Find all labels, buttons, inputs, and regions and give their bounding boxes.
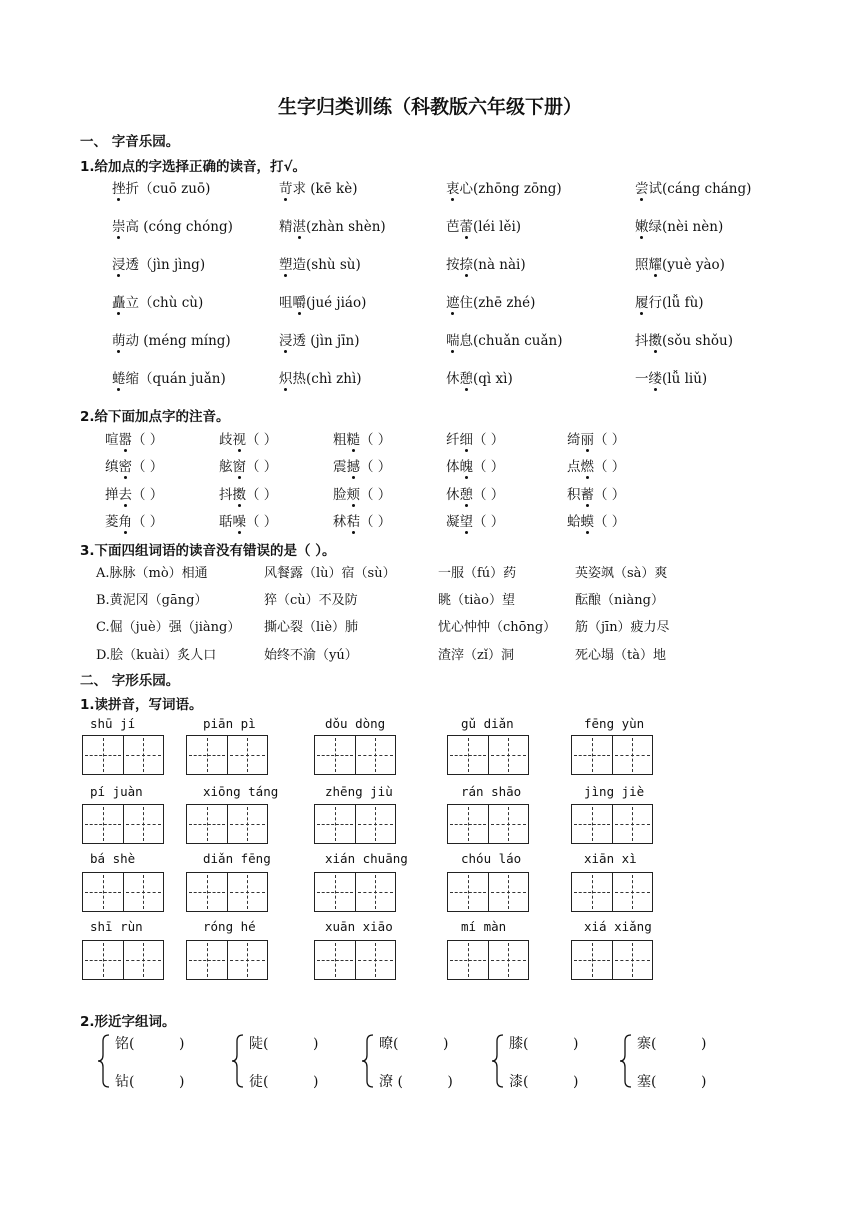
tian-zi-box[interactable]: [82, 940, 164, 980]
tian-zi-cell[interactable]: [355, 941, 396, 979]
answer-blank[interactable]: （ ）: [132, 432, 164, 448]
reading-choice-item: [446, 291, 535, 311]
reading-choice-item: [279, 329, 360, 349]
option-text: 死心塌（tà）地: [575, 648, 666, 663]
tian-zi-cell[interactable]: [572, 736, 612, 774]
reading-options[interactable]: (lǚ liǔ): [662, 371, 708, 387]
annotation-item: [446, 483, 504, 503]
annotation-item: [219, 455, 277, 475]
word-formation-blank[interactable]: 徒( ): [249, 1074, 319, 1090]
question-1-2-label: 2.给下面加点字的注音。: [80, 409, 230, 425]
reading-choice-item: [635, 215, 723, 235]
reading-choice-item: [279, 291, 366, 311]
reading-choice-item: [446, 253, 526, 273]
annotation-item: [567, 483, 625, 503]
dotted-char: 角: [119, 510, 133, 530]
plain-char: 脸: [333, 487, 347, 503]
option-text: 风餐露（lù）宿（sù）: [264, 566, 396, 581]
plain-char: 点: [567, 459, 581, 475]
pinyin-prompt: diǎn fēng: [203, 851, 271, 866]
option-text[interactable]: B.黄泥冈（gāng）: [96, 593, 208, 608]
tian-zi-box[interactable]: [186, 872, 268, 912]
dotted-char: 擞: [233, 483, 247, 503]
annotation-item: [567, 510, 625, 530]
answer-blank[interactable]: （ ）: [594, 432, 626, 448]
tian-zi-cell[interactable]: [355, 805, 396, 843]
plain-char: 纤: [446, 432, 460, 448]
tian-zi-cell[interactable]: [572, 873, 612, 911]
tian-zi-cell[interactable]: [123, 736, 164, 774]
tian-zi-cell[interactable]: [448, 941, 488, 979]
reading-options[interactable]: 试(cáng cháng): [648, 181, 752, 197]
pinyin-prompt: shī rùn: [90, 919, 143, 934]
word-formation-blank[interactable]: 潦 ( ): [379, 1074, 453, 1090]
pinyin-prompt: dǒu dòng: [325, 716, 386, 731]
answer-blank[interactable]: （ ）: [246, 459, 278, 475]
reading-options[interactable]: 息(chuǎn cuǎn): [459, 333, 563, 349]
brace-icon: [361, 1033, 375, 1089]
dotted-char: 萌: [112, 329, 126, 349]
dotted-char: 塑: [279, 253, 293, 273]
plain-char: 缜: [105, 459, 119, 475]
reading-options[interactable]: (sǒu shǒu): [662, 333, 734, 349]
dotted-char: 浸: [279, 329, 293, 349]
plain-char: 芭: [446, 219, 460, 235]
tian-zi-cell[interactable]: [227, 736, 268, 774]
answer-blank[interactable]: （ ）: [360, 514, 392, 530]
option-text: 猝（cù）不及防: [264, 593, 358, 608]
option-text: 眺（tiào）望: [438, 593, 515, 608]
dotted-char: 憩: [460, 367, 474, 387]
option-text: 一服（fú）药: [438, 566, 517, 581]
dotted-char: 遮: [446, 291, 460, 311]
tian-zi-box[interactable]: [571, 872, 653, 912]
reading-choice-item: [112, 367, 226, 387]
dotted-char: 蓄: [581, 483, 595, 503]
pinyin-prompt: bá shè: [90, 851, 136, 866]
reading-choice-item: [446, 215, 521, 235]
tian-zi-box[interactable]: [447, 735, 529, 775]
reading-choice-item: [635, 329, 733, 349]
tian-zi-box[interactable]: [447, 940, 529, 980]
pinyin-prompt: xián chuāng: [325, 851, 408, 866]
tian-zi-cell[interactable]: [612, 941, 653, 979]
dotted-char: 蟆: [581, 510, 595, 530]
dotted-char: 丽: [581, 428, 595, 448]
option-text[interactable]: D.脍（kuài）炙人口: [96, 648, 217, 663]
dotted-char: 憩: [460, 483, 474, 503]
word-formation-blank[interactable]: 铭( ): [115, 1036, 185, 1052]
dotted-char: 糙: [347, 428, 361, 448]
tian-zi-box[interactable]: [82, 804, 164, 844]
plain-char: 抖: [219, 487, 233, 503]
tian-zi-cell[interactable]: [123, 805, 164, 843]
reading-options[interactable]: (jué jiáo): [306, 295, 367, 311]
reading-options[interactable]: 造(shù sù): [292, 257, 361, 273]
tian-zi-cell[interactable]: [448, 873, 488, 911]
brace-group: [619, 1033, 744, 1089]
tian-zi-cell[interactable]: [187, 805, 227, 843]
dotted-char: 尝: [635, 177, 649, 197]
brace-group: [97, 1033, 222, 1089]
dotted-char: 密: [119, 455, 133, 475]
option-text: 忧心忡忡（chōng）: [438, 620, 557, 635]
annotation-item: [219, 483, 277, 503]
tian-zi-box[interactable]: [314, 940, 396, 980]
question-1-3-label: 3.下面四组词语的读音没有错误的是（ ）。: [80, 543, 336, 559]
reading-options[interactable]: 透 (jìn jīn): [292, 333, 360, 349]
option-text[interactable]: C.倔（juè）强（jiàng）: [96, 620, 241, 635]
tian-zi-box[interactable]: [314, 735, 396, 775]
answer-blank[interactable]: （ ）: [473, 514, 505, 530]
dotted-char: 履: [635, 291, 649, 311]
tian-zi-cell[interactable]: [612, 736, 653, 774]
reading-choice-item: [112, 215, 233, 235]
dotted-char: 视: [233, 428, 247, 448]
reading-options[interactable]: 立（chù cù): [125, 295, 204, 311]
answer-blank[interactable]: （ ）: [246, 432, 278, 448]
plain-char: 休: [446, 487, 460, 503]
annotation-item: [219, 510, 277, 530]
answer-blank[interactable]: （ ）: [360, 487, 392, 503]
plain-char: 喧: [105, 432, 119, 448]
plain-char: 歧: [219, 432, 233, 448]
annotation-item: [567, 455, 625, 475]
answer-blank[interactable]: （ ）: [360, 432, 392, 448]
tian-zi-cell[interactable]: [488, 805, 529, 843]
tian-zi-cell[interactable]: [315, 805, 355, 843]
dotted-char: 细: [460, 428, 474, 448]
annotation-item: [105, 483, 163, 503]
tian-zi-cell[interactable]: [315, 941, 355, 979]
dotted-char: 矗: [112, 291, 126, 311]
annotation-item: [105, 428, 163, 448]
tian-zi-cell[interactable]: [448, 736, 488, 774]
plain-char: 凝: [446, 514, 460, 530]
dotted-char: 崇: [112, 215, 126, 235]
option-text: 渣滓（zǐ）洞: [438, 648, 515, 663]
tian-zi-box[interactable]: [571, 940, 653, 980]
question-1-1-label: 1.给加点的字选择正确的读音，打√。: [80, 159, 307, 175]
tian-zi-cell[interactable]: [355, 736, 396, 774]
pinyin-prompt: zhēng jiù: [325, 784, 393, 799]
plain-char: 绮: [567, 432, 581, 448]
reading-options[interactable]: (léi lěi): [473, 219, 522, 235]
word-formation-blank[interactable]: 钻( ): [115, 1074, 185, 1090]
dotted-char: 湛: [293, 215, 307, 235]
tian-zi-box[interactable]: [447, 872, 529, 912]
pinyin-prompt: chóu láo: [461, 851, 522, 866]
tian-zi-cell[interactable]: [488, 873, 529, 911]
annotation-item: [446, 455, 504, 475]
tian-zi-cell[interactable]: [488, 736, 529, 774]
reading-options[interactable]: 折（cuō zuō): [125, 181, 211, 197]
tian-zi-cell[interactable]: [83, 873, 123, 911]
pinyin-prompt: xuān xiāo: [325, 919, 393, 934]
option-text: 酝酿（niàng）: [575, 593, 664, 608]
reading-options[interactable]: (qì xì): [473, 371, 513, 387]
reading-choice-item: [635, 291, 704, 311]
dotted-char: 去: [119, 483, 133, 503]
tian-zi-box[interactable]: [314, 872, 396, 912]
brace-icon: [231, 1033, 245, 1089]
plain-char: 一: [635, 371, 649, 387]
reading-options[interactable]: 心(zhōng zōng): [459, 181, 562, 197]
tian-zi-cell[interactable]: [227, 805, 268, 843]
page-title: 生字归类训练（科教版六年级下册）: [277, 96, 582, 118]
reading-choice-item: [635, 177, 751, 197]
pinyin-prompt: xiān xì: [584, 851, 637, 866]
plain-char: 聒: [219, 514, 233, 530]
dotted-char: 窗: [233, 455, 247, 475]
plain-char: 抖: [635, 333, 649, 349]
pinyin-prompt: shū jí: [90, 716, 136, 731]
dotted-char: 望: [460, 510, 474, 530]
word-formation-blank[interactable]: 暸( ): [379, 1036, 449, 1052]
reading-choice-item: [279, 177, 357, 197]
annotation-item: [446, 428, 504, 448]
word-formation-blank[interactable]: 漆( ): [509, 1074, 579, 1090]
tian-zi-box[interactable]: [186, 940, 268, 980]
dotted-char: 苛: [279, 177, 293, 197]
pinyin-prompt: xiōng táng: [203, 784, 279, 799]
answer-blank[interactable]: （ ）: [246, 514, 278, 530]
answer-blank[interactable]: （ ）: [473, 432, 505, 448]
word-formation-blank[interactable]: 寨( ): [637, 1036, 707, 1052]
dotted-char: 噪: [233, 510, 247, 530]
tian-zi-box[interactable]: [82, 735, 164, 775]
dotted-char: 蜷: [112, 367, 126, 387]
plain-char: 精: [279, 219, 293, 235]
option-text[interactable]: A.脉脉（mò）相通: [96, 566, 208, 581]
brace-icon: [97, 1033, 111, 1089]
option-text: 英姿飒（sà）爽: [575, 566, 668, 581]
dotted-char: 嫩: [635, 215, 649, 235]
tian-zi-cell[interactable]: [315, 873, 355, 911]
dotted-char: 衷: [446, 177, 460, 197]
dotted-char: 蕾: [460, 215, 474, 235]
tian-zi-cell[interactable]: [187, 873, 227, 911]
reading-choice-item: [279, 367, 362, 387]
plain-char: 按: [446, 257, 460, 273]
tian-zi-box[interactable]: [82, 872, 164, 912]
section-heading-2: 二、 字形乐园。: [80, 673, 180, 689]
dotted-char: 缕: [649, 367, 663, 387]
tian-zi-cell[interactable]: [572, 941, 612, 979]
tian-zi-cell[interactable]: [83, 941, 123, 979]
pinyin-prompt: fēng yùn: [584, 716, 645, 731]
reading-choice-item: [446, 367, 513, 387]
answer-blank[interactable]: （ ）: [594, 459, 626, 475]
word-formation-blank[interactable]: 陡( ): [249, 1036, 319, 1052]
annotation-item: [333, 428, 391, 448]
pinyin-prompt: gǔ diǎn: [461, 716, 514, 731]
annotation-item: [333, 483, 391, 503]
reading-options[interactable]: (yuè yào): [662, 257, 725, 273]
answer-blank[interactable]: （ ）: [360, 459, 392, 475]
tian-zi-cell[interactable]: [488, 941, 529, 979]
answer-blank[interactable]: （ ）: [246, 487, 278, 503]
plain-char: 秫: [333, 514, 347, 530]
annotation-item: [567, 428, 625, 448]
pinyin-prompt: piān pì: [203, 716, 256, 731]
option-text: 始终不渝（yú）: [264, 648, 358, 663]
tian-zi-box[interactable]: [314, 804, 396, 844]
tian-zi-cell[interactable]: [315, 736, 355, 774]
answer-blank[interactable]: （ ）: [132, 487, 164, 503]
option-text: 筋（jīn）疲力尽: [575, 620, 670, 635]
reading-choice-item: [635, 253, 725, 273]
tian-zi-cell[interactable]: [448, 805, 488, 843]
reading-options[interactable]: 绿(nèi nèn): [648, 219, 724, 235]
brace-icon: [491, 1033, 505, 1089]
tian-zi-box[interactable]: [447, 804, 529, 844]
reading-options[interactable]: 高 (cóng chóng): [125, 219, 233, 235]
answer-blank[interactable]: （ ）: [594, 487, 626, 503]
answer-blank[interactable]: （ ）: [132, 514, 164, 530]
tian-zi-cell[interactable]: [227, 873, 268, 911]
reading-choice-item: [279, 253, 361, 273]
tian-zi-cell[interactable]: [83, 736, 123, 774]
section-heading-1: 一、 字音乐园。: [80, 134, 180, 150]
pinyin-prompt: rán shāo: [461, 784, 522, 799]
pinyin-prompt: pí juàn: [90, 784, 143, 799]
dotted-char: 炽: [279, 367, 293, 387]
annotation-item: [105, 455, 163, 475]
tian-zi-cell[interactable]: [123, 941, 164, 979]
tian-zi-box[interactable]: [186, 735, 268, 775]
word-formation-blank[interactable]: 膝( ): [509, 1036, 579, 1052]
reading-options[interactable]: 透（jìn jìng): [125, 257, 206, 273]
reading-choice-item: [446, 177, 562, 197]
dotted-char: 燃: [581, 455, 595, 475]
reading-choice-item: [112, 253, 205, 273]
question-2-2-label: 2.形近字组词。: [80, 1014, 176, 1030]
plain-char: 积: [567, 487, 581, 503]
annotation-item: [219, 428, 277, 448]
pinyin-prompt: jìng jiè: [584, 784, 645, 799]
plain-char: 掸: [105, 487, 119, 503]
brace-group: [491, 1033, 616, 1089]
dotted-char: 捺: [460, 253, 474, 273]
question-2-1-label: 1.读拼音，写词语。: [80, 697, 203, 713]
dotted-char: 秸: [347, 510, 361, 530]
dotted-char: 浸: [112, 253, 126, 273]
option-text: 撕心裂（liè）肺: [264, 620, 359, 635]
tian-zi-box[interactable]: [186, 804, 268, 844]
tian-zi-cell[interactable]: [612, 873, 653, 911]
pinyin-prompt: róng hé: [203, 919, 256, 934]
reading-choice-item: [635, 367, 707, 387]
pinyin-prompt: mí màn: [461, 919, 507, 934]
reading-options[interactable]: (nà nài): [473, 257, 526, 273]
dotted-char: 颊: [347, 483, 361, 503]
plain-char: 粗: [333, 432, 347, 448]
annotation-item: [446, 510, 504, 530]
reading-choice-item: [279, 215, 386, 235]
brace-group: [231, 1033, 356, 1089]
tian-zi-box[interactable]: [571, 804, 653, 844]
reading-options[interactable]: 热(chì zhì): [292, 371, 362, 387]
tian-zi-cell[interactable]: [187, 736, 227, 774]
word-formation-blank[interactable]: 塞( ): [637, 1074, 707, 1090]
reading-options[interactable]: 求 (kē kè): [292, 181, 358, 197]
reading-options[interactable]: 行(lǚ fù): [648, 295, 704, 311]
answer-blank[interactable]: （ ）: [132, 459, 164, 475]
answer-blank[interactable]: （ ）: [473, 459, 505, 475]
reading-choice-item: [112, 177, 210, 197]
dotted-char: 喘: [446, 329, 460, 349]
reading-choice-item: [446, 329, 563, 349]
tian-zi-cell[interactable]: [355, 873, 396, 911]
tian-zi-cell[interactable]: [572, 805, 612, 843]
reading-choice-item: [112, 291, 203, 311]
pinyin-prompt: xiá xiǎng: [584, 919, 652, 934]
reading-options[interactable]: 缩（quán juǎn): [125, 371, 226, 387]
dotted-char: 擞: [649, 329, 663, 349]
plain-char: 咀: [279, 295, 293, 311]
answer-blank[interactable]: （ ）: [473, 487, 505, 503]
dotted-char: 撼: [347, 455, 361, 475]
brace-group: [361, 1033, 486, 1089]
tian-zi-cell[interactable]: [227, 941, 268, 979]
dotted-char: 耀: [649, 253, 663, 273]
plain-char: 舷: [219, 459, 233, 475]
plain-char: 体: [446, 459, 460, 475]
brace-icon: [619, 1033, 633, 1089]
dotted-char: 嚼: [293, 291, 307, 311]
annotation-item: [333, 510, 391, 530]
reading-options[interactable]: 住(zhē zhé): [459, 295, 536, 311]
tian-zi-cell[interactable]: [83, 805, 123, 843]
plain-char: 休: [446, 371, 460, 387]
tian-zi-cell[interactable]: [187, 941, 227, 979]
plain-char: 菱: [105, 514, 119, 530]
plain-char: 照: [635, 257, 649, 273]
tian-zi-cell[interactable]: [123, 873, 164, 911]
tian-zi-cell[interactable]: [612, 805, 653, 843]
reading-options[interactable]: 动 (méng míng): [125, 333, 231, 349]
tian-zi-box[interactable]: [571, 735, 653, 775]
annotation-item: [333, 455, 391, 475]
plain-char: 震: [333, 459, 347, 475]
reading-options[interactable]: (zhàn shèn): [306, 219, 386, 235]
plain-char: 蛤: [567, 514, 581, 530]
dotted-char: 魄: [460, 455, 474, 475]
dotted-char: 挫: [112, 177, 126, 197]
reading-choice-item: [112, 329, 231, 349]
annotation-item: [105, 510, 163, 530]
dotted-char: 嚣: [119, 428, 133, 448]
answer-blank[interactable]: （ ）: [594, 514, 626, 530]
